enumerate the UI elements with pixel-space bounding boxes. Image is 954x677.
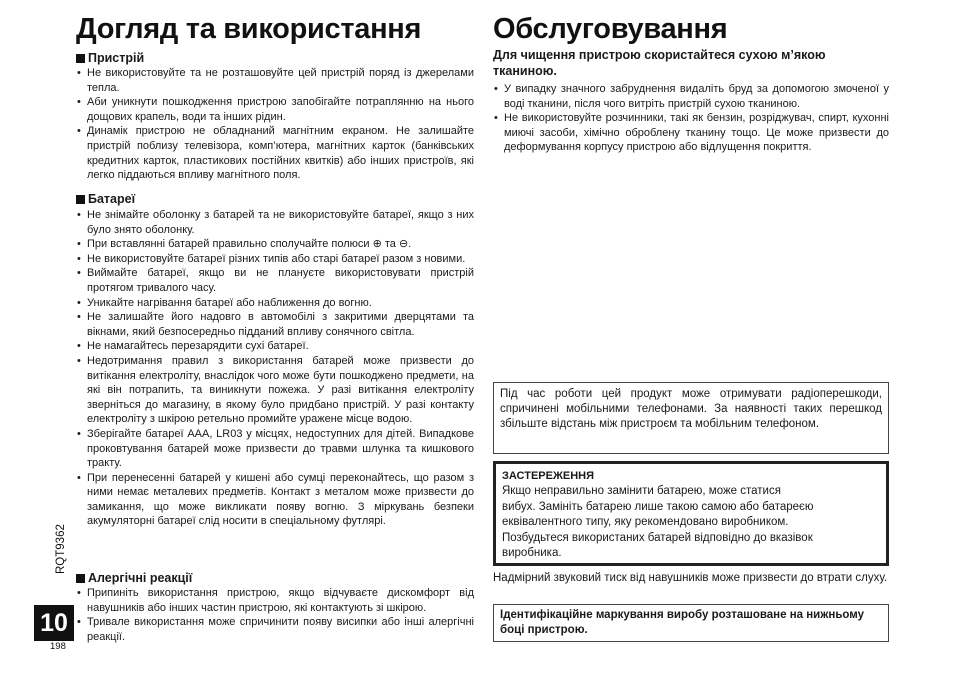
list-item: • При перенесенні батарей у кишені або сумці переконайтесь, що разом з ними немає металевих предметів. Контакт з металом може призвести до замикання, що може викликати появу вогню. З міркувань безпеки акумуляторні батареї слід носити в спеціальному футлярі. xyxy=(76,471,474,529)
section-heading-batteries xyxy=(76,192,135,207)
device-list xyxy=(76,66,474,183)
list-item: • Не залишайте його надовго в автомобілі з закритими дверцятами та вікнами, який безпосередньо підданий впливу сонячного світла. xyxy=(76,310,474,339)
allergic-list xyxy=(76,586,474,644)
list-item: • Не використовуйте розчинники, такі як бензин, розріджувач, спирт, кухонні миючі засоби, хімічно оброблену тканину тощо. Це може призвести до деформування корпусу пристрою або відлущення покриття. xyxy=(493,111,889,155)
sound-pressure-note: Надмірний звуковий тиск від навушників може призвести до втрати слуху. xyxy=(493,572,888,584)
model-code: RQT9362 xyxy=(55,524,67,574)
list-item: • Тривале використання може спричинити появу висипки або інші алергічні реакції. xyxy=(76,615,474,644)
page-tab: 10 xyxy=(34,605,74,641)
batteries-list xyxy=(76,208,474,529)
caution-box xyxy=(493,461,889,566)
maintenance-list xyxy=(493,82,889,155)
section-heading-label: Батареї xyxy=(88,192,136,206)
page-number: 198 xyxy=(50,641,66,652)
section-heading-device xyxy=(76,51,144,66)
section-heading-label: Пристрій xyxy=(88,51,145,65)
caution-line: Позбудьтеся використаних батарей відповідно до вказівок xyxy=(502,531,813,544)
list-item: • Виймайте батареї, якщо ви не плануєте використовувати пристрій протягом тривалого часу. xyxy=(76,266,474,295)
interference-notice-text: Під час роботи цей продукт може отримувати радіоперешкоди, спричинені мобільними телефонами. За наявності таких перешкод збільште відстань між пристроєм та мобільним телефоном. xyxy=(500,388,882,431)
list-item: • Не використовуйте та не розташовуйте цей пристрій поряд із джерелами тепла. xyxy=(76,66,474,95)
marking-notice-text: Ідентифікаційне маркування виробу розташоване на нижньому боці пристрою. xyxy=(500,609,865,637)
marking-notice-box xyxy=(493,604,889,642)
list-item: • Аби уникнути пошкодження пристрою запобігайте потраплянню на нього дощових крапель, води та інших рідин. xyxy=(76,95,474,124)
list-item: • Динамік пристрою не обладнаний магнітним екраном. Не залишайте пристрій поблизу телевізора, комп’ютера, магнітних карток (банківських кредитних карток, пластикових постійних квитків) або інших пристроїв, які легко піддаються впливу магнітного поля. xyxy=(76,124,474,182)
square-bullet-icon xyxy=(76,195,85,204)
caution-title: ЗАСТЕРЕЖЕННЯ xyxy=(502,470,595,482)
list-item: • Не використовуйте батареї різних типів або старі батареї разом з новими. xyxy=(76,252,474,267)
cleaning-subtitle: Для чищення пристрою скористайтеся сухою м’якою тканиною. xyxy=(493,48,826,78)
caution-line: вибух. Замініть батарею лише такою самою або батареєю xyxy=(502,500,814,513)
square-bullet-icon xyxy=(76,574,85,583)
list-item: • При вставлянні батарей правильно сполучайте полюси ⊕ та ⊖. xyxy=(76,237,474,252)
section-heading-allergic xyxy=(76,571,192,586)
square-bullet-icon xyxy=(76,54,85,63)
list-item: • Не намагайтесь перезарядити сухі батареї. xyxy=(76,339,474,354)
section-heading-label: Алергічні реакції xyxy=(88,571,193,585)
page-title-care-and-use: Догляд та використання xyxy=(76,13,422,45)
interference-notice-box xyxy=(493,382,889,454)
caution-line: еквівалентного типу, яку рекомендовано виробником. xyxy=(502,516,789,529)
caution-line: виробника. xyxy=(502,547,562,560)
list-item: • Припиніть використання пристрою, якщо відчуваєте дискомфорт від навушників або інших частин пристрою, які контактують зі шкірою. xyxy=(76,586,474,615)
caution-line: Якщо неправильно замінити батарею, може статися xyxy=(502,485,781,498)
list-item: • Не знімайте оболонку з батарей та не використовуйте батареї, якщо з них було знято оболонку. xyxy=(76,208,474,237)
page-title-maintenance: Обслуговування xyxy=(493,13,728,45)
list-item: • Недотримання правил з використання батарей може призвести до витікання електроліту, внаслідок чого може бути пошкоджено предмети, на які він потрапить, та виникнути пожежа. У разі витікання електроліту зверніться до магазину, в якому було придбано пристрій. У разі контакту електроліту з шкірою ретельно промийте уражене місце водою. xyxy=(76,354,474,427)
list-item: • Уникайте нагрівання батареї або наближення до вогню. xyxy=(76,296,474,311)
list-item: • У випадку значного забруднення видаліть бруд за допомогою змоченої у воді тканини, після чого витріть пристрій сухою тканиною. xyxy=(493,82,889,111)
list-item: • Зберігайте батареї AAA, LR03 у місцях, недоступних для дітей. Випадкове проковтування батарей може призвести до травми шлунка та кишкового тракту. xyxy=(76,427,474,471)
